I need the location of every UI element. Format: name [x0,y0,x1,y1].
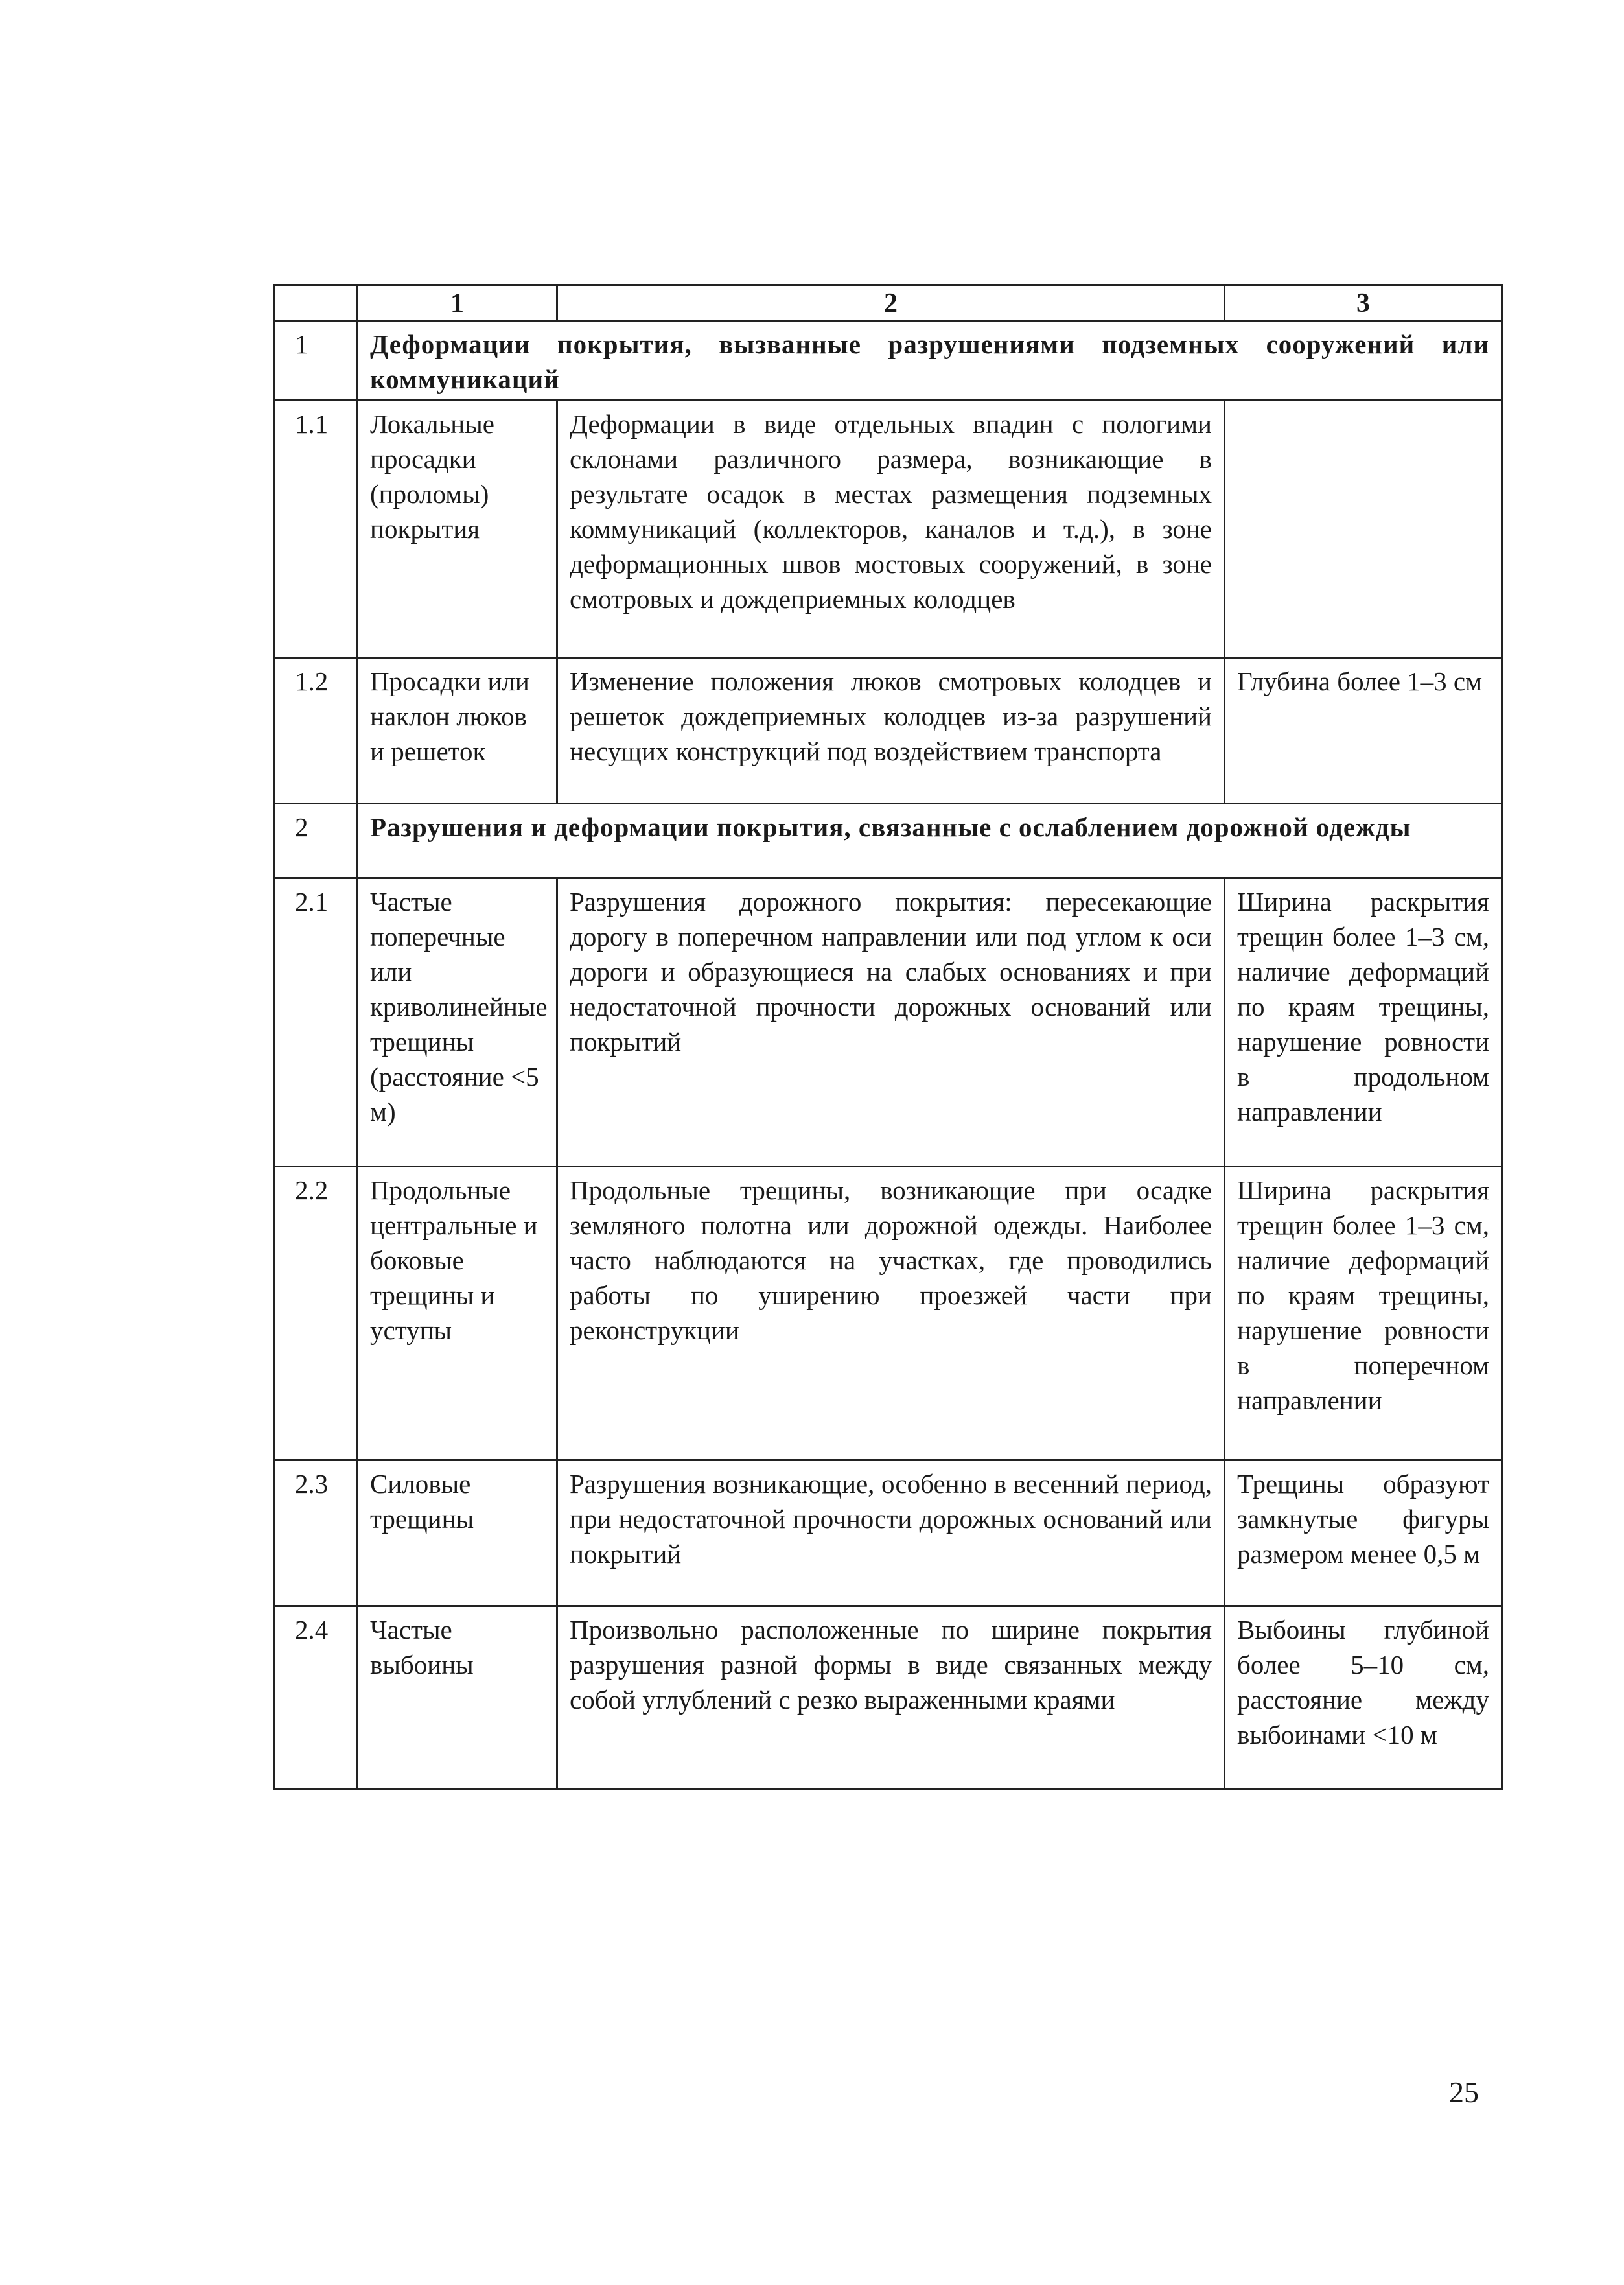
defect-name: Частые выбоины [358,1606,557,1790]
header-cell-number [275,285,358,321]
defect-criteria: Выбоины глубиной более 5–10 см, расстояние между выбоинами <10 м [1225,1606,1502,1790]
row-number: 1.2 [275,658,358,804]
defect-description: Деформации в виде отдельных впадин с пологими склонами различного размера, возникающие в результате осадок в местах размещения подземных коммуникаций (коллекторов, каналов и т.д.), в зоне деформационных швов мостовых сооружений, в зоне смотровых и дождеприемных колодцев [557,401,1225,658]
row-number: 2.1 [275,878,358,1167]
table-row [275,1606,1502,1790]
section-row [275,321,1502,401]
row-number: 1.1 [275,401,358,658]
defect-description: Разрушения возникающие, особенно в весенний период, при недостаточной прочности дорожных оснований или покрытий [557,1460,1225,1606]
defect-description: Изменение положения люков смотровых колодцев и решеток дождеприемных колодцев из-за разрушений несущих конструкций под воздействием транспорта [557,658,1225,804]
section-number: 2 [275,804,358,878]
row-number: 2.3 [275,1460,358,1606]
page-number: 25 [1449,2076,1479,2109]
row-number: 2.4 [275,1606,358,1790]
section-number: 1 [275,321,358,401]
defect-criteria: Глубина более 1–3 см [1225,658,1502,804]
defect-criteria: Ширина раскрытия трещин более 1–3 см, наличие деформаций по краям трещины, нарушение ровности в поперечном направлении [1225,1167,1502,1460]
section-title: Разрушения и деформации покрытия, связанные с ослаблением дорожной одежды [358,804,1502,878]
table-row [275,1460,1502,1606]
section-title: Деформации покрытия, вызванные разрушениями подземных сооружений или коммуникаций [358,321,1502,401]
defect-name: Силовые трещины [358,1460,557,1606]
defect-criteria: Трещины образуют замкнутые фигуры размером менее 0,5 м [1225,1460,1502,1606]
header-cell-1: 1 [358,285,557,321]
header-row [275,285,1502,321]
defect-criteria: Ширина раскрытия трещин более 1–3 см, наличие деформаций по краям трещины, нарушение ровности в продольном направлении [1225,878,1502,1167]
header-cell-3: 3 [1225,285,1502,321]
table-row [275,658,1502,804]
row-number: 2.2 [275,1167,358,1460]
defect-name: Продольные центральные и боковые трещины и уступы [358,1167,557,1460]
defect-description: Произвольно расположенные по ширине покрытия разрушения разной формы в виде связанных между собой углублений с резко выраженными краями [557,1606,1225,1790]
defect-name: Просадки или наклон люков и решеток [358,658,557,804]
defect-name: Частые поперечные или криволинейные трещины (расстояние <5 м) [358,878,557,1167]
section-row [275,804,1502,878]
defect-description: Разрушения дорожного покрытия: пересекающие дорогу в поперечном направлении или под углом к оси дороги и образующиеся на слабых основаниях и при недостаточной прочности дорожных оснований или покрытий [557,878,1225,1167]
table-row [275,1167,1502,1460]
defect-description: Продольные трещины, возникающие при осадке земляного полотна или дорожной одежды. Наиболее часто наблюдаются на участках, где проводились работы по уширению проезжей части при реконструкции [557,1167,1225,1460]
defect-criteria [1225,401,1502,658]
defect-name: Локальные просадки (проломы) покрытия [358,401,557,658]
header-cell-2: 2 [557,285,1225,321]
defects-table [273,284,1503,1790]
table-row [275,878,1502,1167]
table-row [275,401,1502,658]
